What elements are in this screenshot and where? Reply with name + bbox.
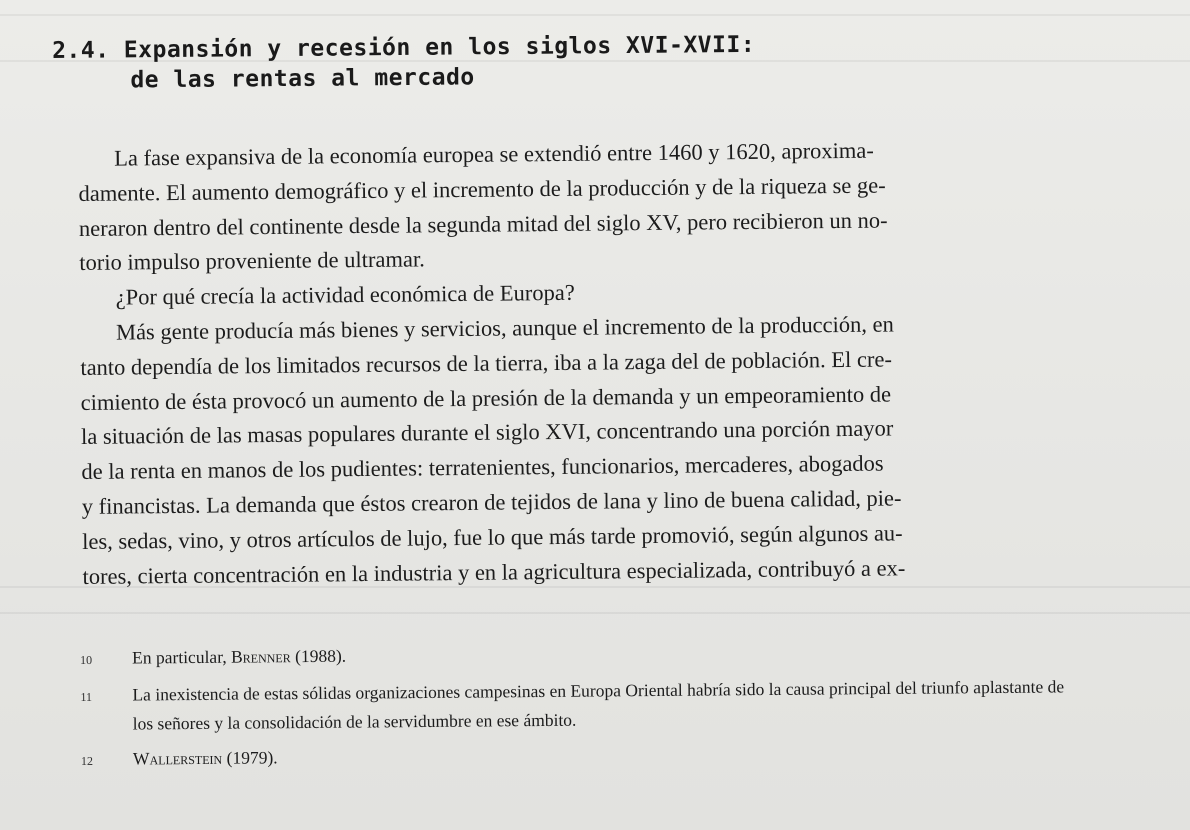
text-line: torio impulso proveniente de ultramar. (79, 246, 425, 276)
section-heading-line1: 2.4. Expansión y recesión en los siglos XVI-XVII: (52, 31, 756, 64)
footnote (80, 672, 1080, 739)
footnote-text: La inexistencia de estas sólidas organizaciones campesinas en Europa Oriental habría sido la causa principal del triunfo aplastante de los señores y la consolidación de la servidumbre en ese ámbito. (132, 676, 1065, 734)
footnote-number: 11 (80, 689, 93, 704)
text-line: tanto dependía de los limitados recursos de la tierra, iba a la zaga del de población. El cre- (80, 346, 893, 380)
body-text (78, 132, 1063, 595)
text-line: Más gente producía más bienes y servicios, aunque el incremento de la producción, en (115, 311, 894, 345)
section-heading (52, 30, 756, 96)
text-line: les, sedas, vino, y otros artículos de lujo, fue lo que más tarde promovió, según algunos au- (82, 520, 903, 554)
bleed-through-line (0, 14, 1190, 16)
paragraph-3 (80, 306, 1063, 595)
paragraph-1 (78, 132, 1059, 281)
footnote (81, 736, 1081, 776)
text-line: neraron dentro del continente desde la segunda mitad del siglo XV, pero recibieron un no- (78, 207, 888, 241)
text-line: de la renta en manos de los pudientes: terratenientes, funcionarios, mercaderes, abogados (81, 450, 884, 485)
text-line: la situación de las masas populares durante el siglo XVI, concentrando una porción mayor (80, 415, 894, 450)
text-line: La fase expansiva de la economía europea se extendió entre 1460 y 1620, aproxima- (114, 137, 874, 171)
text-line: damente. El aumento demográfico y el incremento de la producción y de la riqueza se ge- (78, 172, 886, 206)
bleed-through-line (0, 612, 1190, 614)
text-line: y financistas. La demanda que éstos crearon de tejidos de lana y lino de buena calidad, pie- (81, 485, 902, 519)
footnote-number: 12 (80, 753, 94, 768)
text-line: ¿Por qué crecía la actividad económica de Europa? (115, 279, 575, 310)
section-heading-line2: de las rentas al mercado (130, 64, 475, 94)
footnote-text-post: (1988). (290, 645, 347, 667)
footnote-text-post: (1979). (222, 747, 278, 768)
footnote-number: 10 (80, 652, 93, 667)
footnote-author: Wallerstein (132, 747, 223, 769)
footnote-text-pre: En particular, (132, 646, 232, 668)
text-line: tores, cierta concentración en la industria y en la agricultura especializada, contribuyó a ex- (82, 554, 906, 589)
footnote (80, 635, 1080, 675)
footnote-text (133, 736, 1081, 775)
footnote-text (132, 635, 1080, 674)
footnote-author: Brenner (230, 646, 291, 667)
footnotes (80, 635, 1081, 782)
text-line: cimiento de ésta provocó un aumento de la presión de la demanda y un empeoramiento de (80, 381, 892, 415)
